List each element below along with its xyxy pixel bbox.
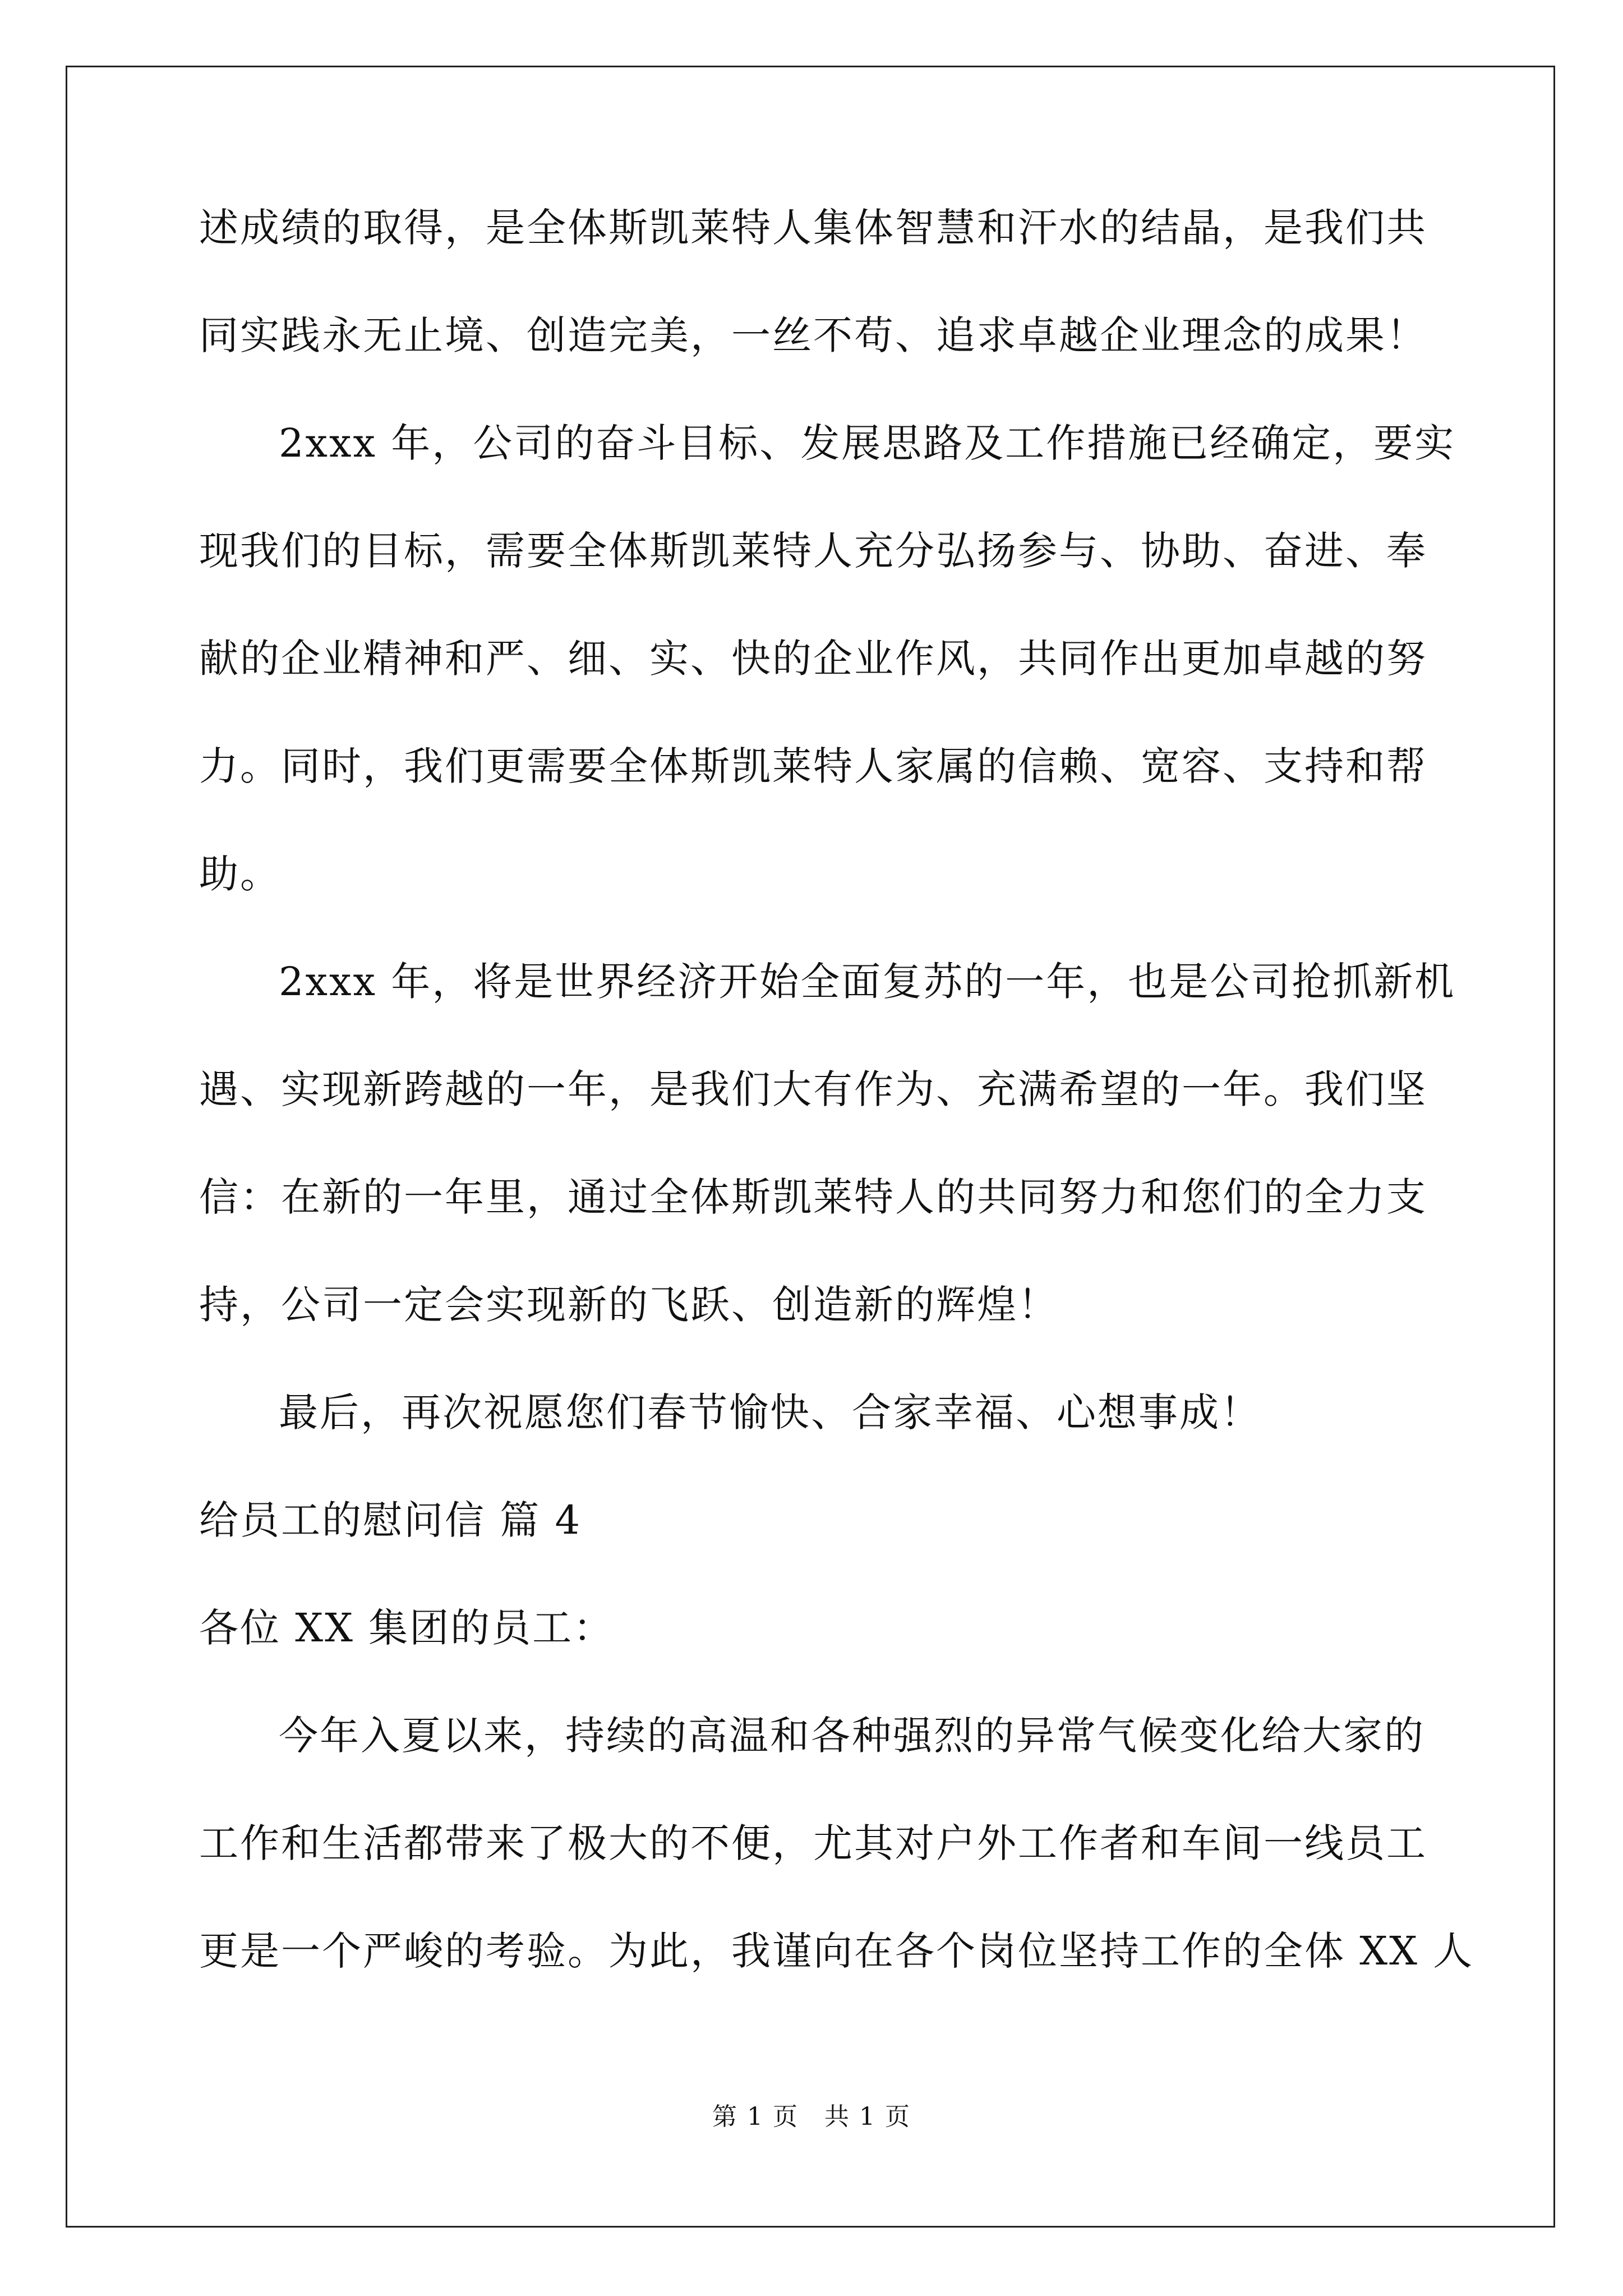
text-line: 工作和生活都带来了极大的不便，尤其对户外工作者和车间一线员工: [199, 1820, 1427, 1866]
paragraph-start-line: 今年入夏以来，持续的高温和各种强烈的异常气候变化给大家的: [279, 1713, 1425, 1759]
paragraph-start-line: 2xxx 年，公司的奋斗目标、发展思路及工作措施已经确定，要实: [279, 420, 1456, 466]
paragraph-start-line: 2xxx 年，将是世界经济开始全面复苏的一年，也是公司抢抓新机: [279, 959, 1456, 1005]
text-line: 助。: [199, 851, 281, 897]
text-line: 同实践永无止境、创造完美，一丝不苟、追求卓越企业理念的成果！: [199, 312, 1427, 358]
document-body: [199, 201, 1474, 2032]
text-line: 力。同时，我们更需要全体斯凯莱特人家属的信赖、宽容、支持和帮: [199, 743, 1427, 789]
text-line: 述成绩的取得，是全体斯凯莱特人集体智慧和汗水的结晶，是我们共: [199, 205, 1427, 251]
text-line: 更是一个严峻的考验。为此，我谨向在各个岗位坚持工作的全体 XX 人: [199, 1928, 1474, 1974]
page-footer: 第 1 页 共 1 页: [712, 2102, 911, 2131]
section-heading: 给员工的慰问信 篇 4: [199, 1497, 582, 1543]
text-line: 持，公司一定会实现新的飞跃、创造新的辉煌！: [199, 1282, 1059, 1328]
closing-wish-line: 最后，再次祝愿您们春节愉快、合家幸福、心想事成！: [279, 1389, 1261, 1435]
text-line: 遇、实现新跨越的一年，是我们大有作为、充满希望的一年。我们坚: [199, 1066, 1427, 1112]
text-line: 献的企业精神和严、细、实、快的企业作风，共同作出更加卓越的努: [199, 636, 1427, 682]
text-line: 现我们的目标，需要全体斯凯莱特人充分弘扬参与、协助、奋进、奉: [199, 528, 1427, 574]
text-line: 信：在新的一年里，通过全体斯凯莱特人的共同努力和您们的全力支: [199, 1174, 1427, 1220]
salutation-line: 各位 XX 集团的员工：: [199, 1605, 615, 1651]
